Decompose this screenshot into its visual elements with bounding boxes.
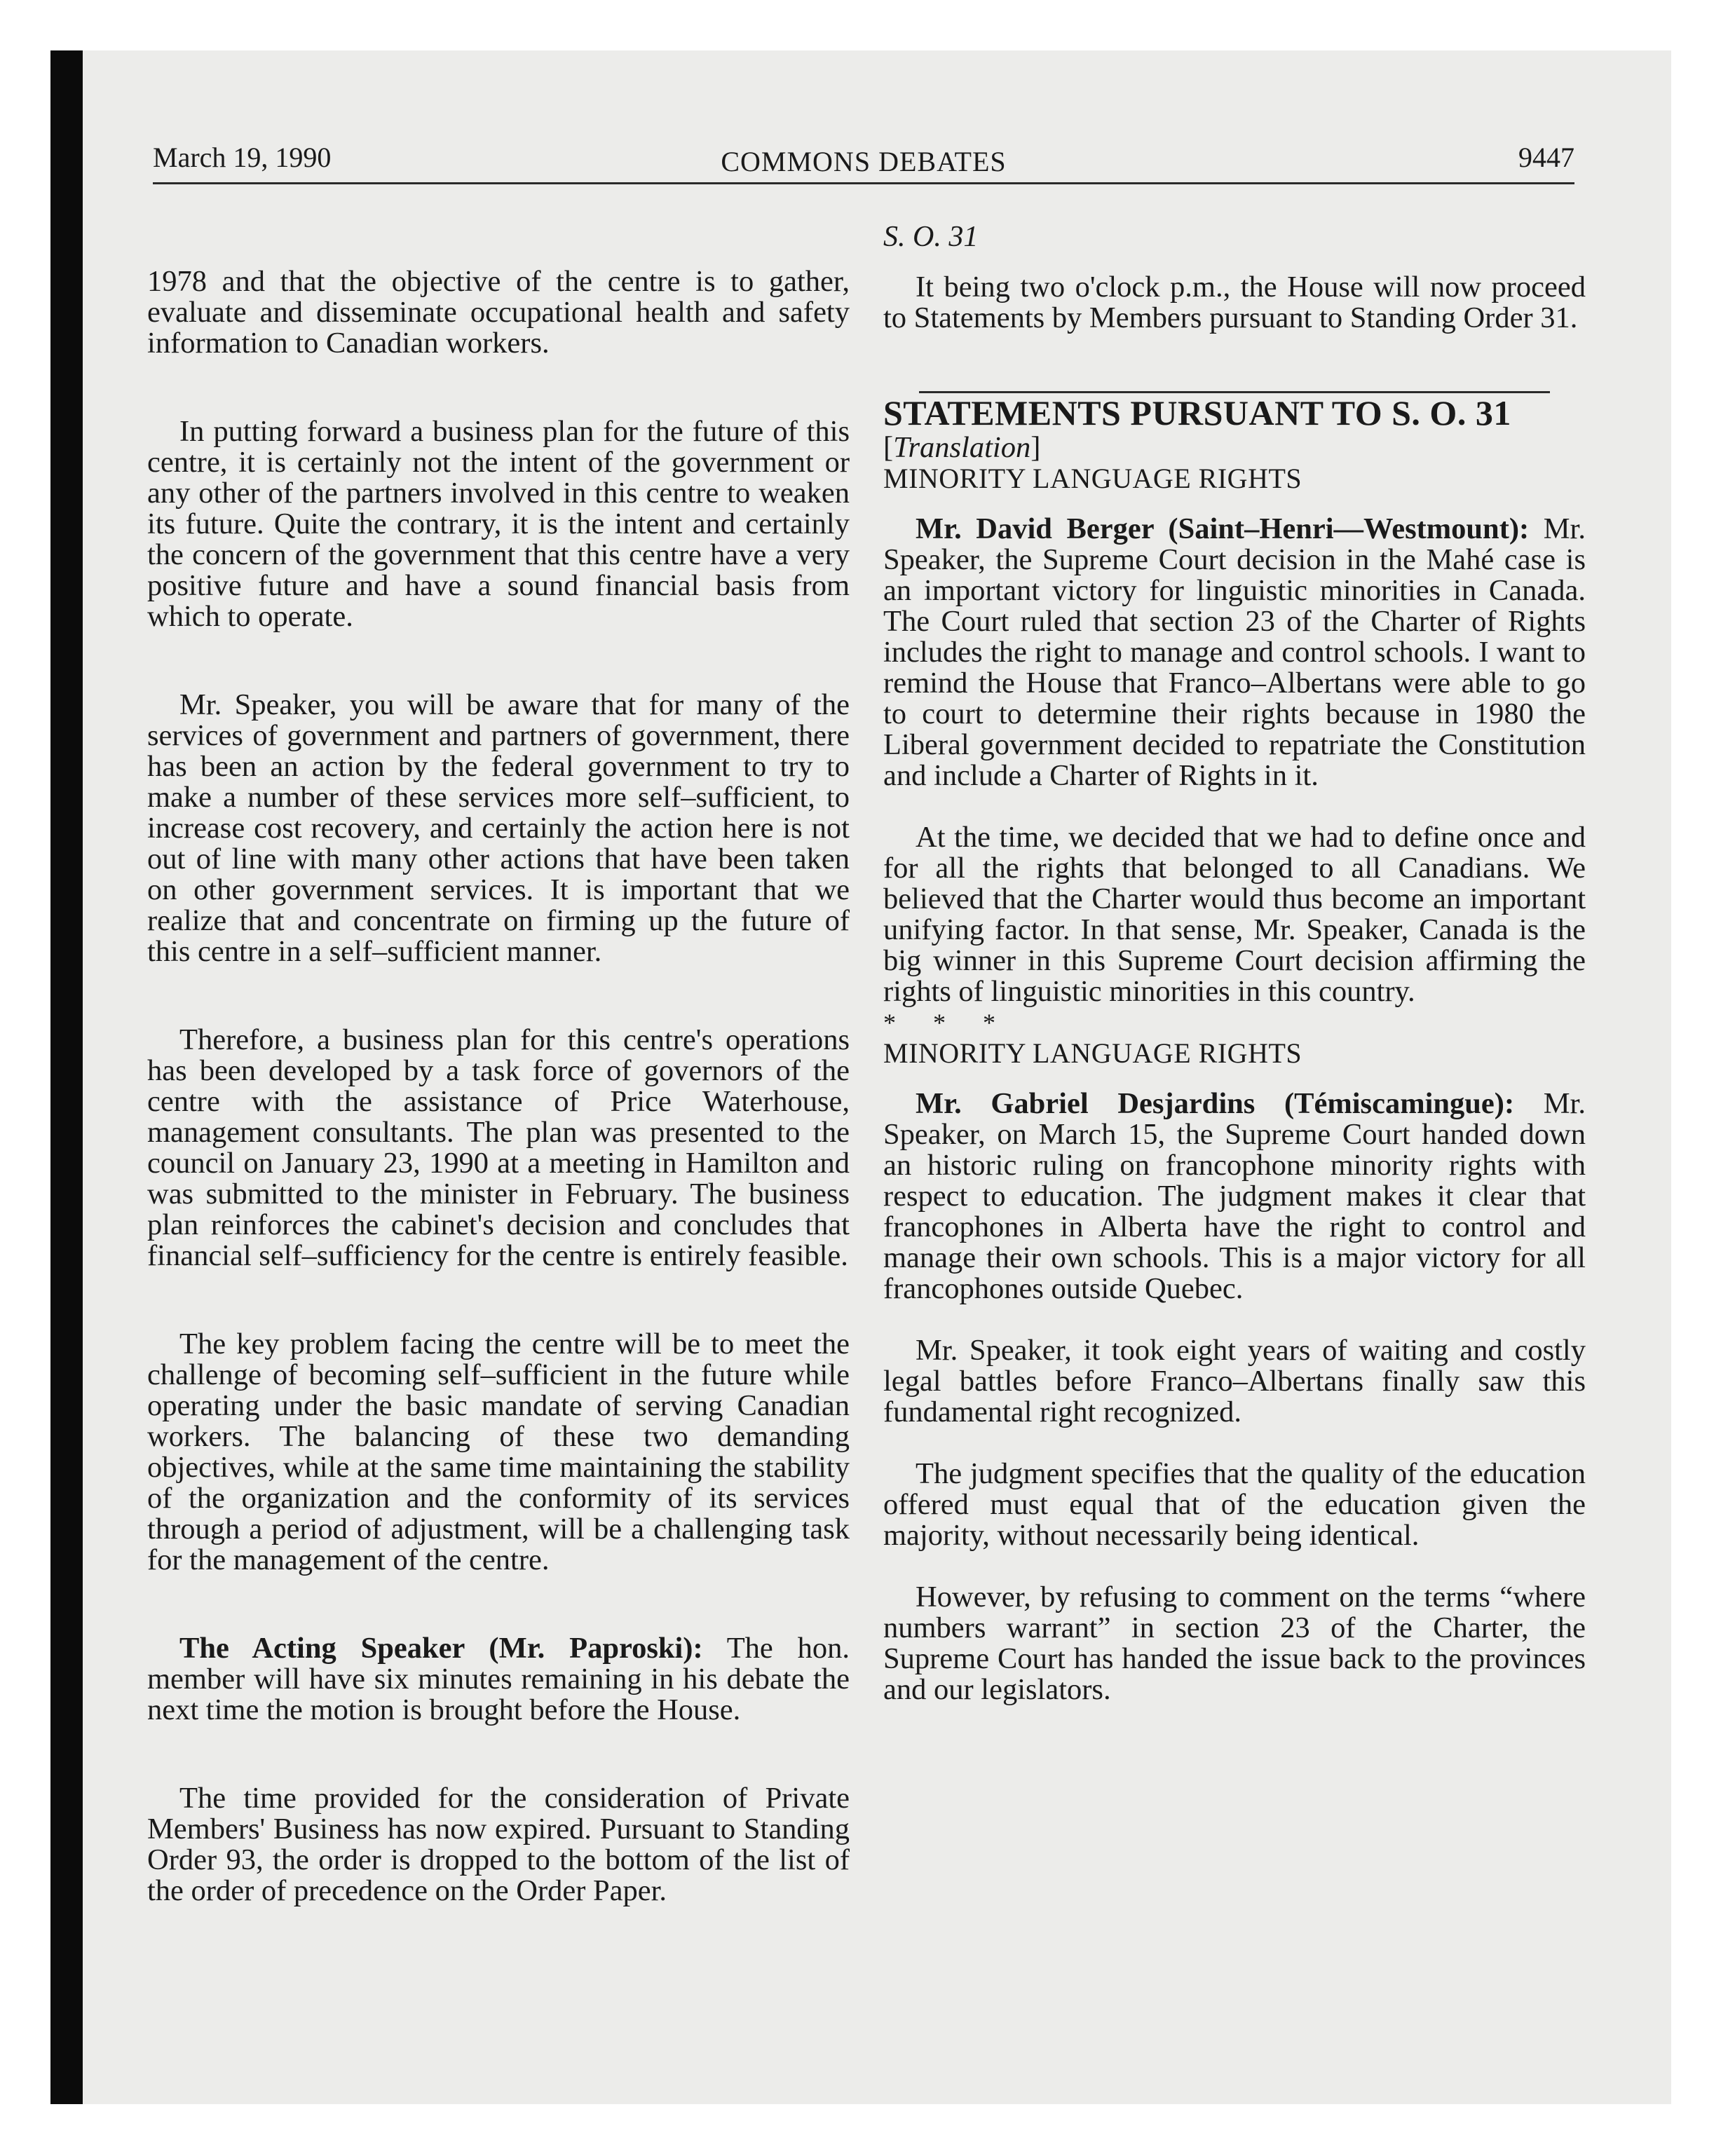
so-label: S. O. 31	[883, 221, 979, 253]
speech-text: The hon. member will have six minutes remaining in his debate the next time the motion is brought before the House.	[147, 1632, 850, 1726]
paragraph: The time provided for the consideration of Private Members' Business has now expired. Pursuant to Standing Order 93, the order is dropped to the bottom of the list of the order of precedence on the Order Paper.	[147, 1782, 850, 1907]
paragraph: Mr. Speaker, you will be aware that for many of the services of government and partners of government, there has been an action by the federal government to try to make a number of these services more self–sufficient, to increase cost recovery, and certainly the action here is not out of line with many other actions that have been taken on other government services. It is important that we realize that and concentrate on firming up the future of this centre in a self–sufficient manner.	[147, 688, 850, 968]
paragraph: Mr. Speaker, it took eight years of waiting and costly legal battles before Franco–Albertans finally saw this fundamental right recognized.	[883, 1334, 1586, 1428]
header-date: March 19, 1990	[153, 142, 332, 173]
speaker-paragraph	[883, 1089, 1586, 1304]
paragraph: In putting forward a business plan for the future of this centre, it is certainly not the intent of the government or any other of the partners involved in this centre to weaken its future. Quite the contrary, it is the intent and certainly the concern of the government that this centre have a very positive future and have a sound financial basis from which to operate.	[147, 415, 850, 633]
binding-edge	[50, 50, 83, 2104]
speech-text: Mr. Speaker, the Supreme Court decision in the Mahé case is an important victory for linguistic minorities in Canada. The Court ruled that section 23 of the Charter of Rights includes the right to manage and control schools. I want to remind the House that Franco–Albertans were able to go to court to determine their rights because in 1980 the Liberal government decided to repatriate the Constitution and include a Charter of Rights in it.	[883, 512, 1586, 792]
page-header	[153, 140, 1574, 184]
speaker-paragraph	[147, 1633, 850, 1726]
speaker-paragraph	[883, 514, 1586, 791]
paragraph: The key problem facing the centre will be to meet the challenge of becoming self–sufficient in the future while operating under the basic mandate of serving Canadian workers. The balancing of these two demanding objectives, while at the same time maintaining the stability of the organization and the conformity of its services through a period of adjustment, will be a challenging task for the management of the centre.	[147, 1328, 850, 1576]
paragraph: It being two o'clock p.m., the House will now proceed to Statements by Members pursuant to Standing Order 31.	[883, 271, 1586, 334]
translation-text: Translation	[893, 431, 1031, 464]
paragraph: At the time, we decided that we had to define once and for all the rights that belonged to all Canadians. We believed that the Charter would thus become an important unifying factor. In that sense, Mr. Speaker, Canada is the big winner in this Supreme Court decision affirming the rights of linguistic minorities in this country.	[883, 821, 1586, 1008]
left-column	[147, 266, 850, 1906]
paragraph: However, by refusing to comment on the terms “where numbers warrant” in section 23 of the Charter, the Supreme Court has handed the issue back to the provinces and our legislators.	[883, 1581, 1586, 1706]
speech-text: Mr. Speaker, on March 15, the Supreme Court handed down an historic ruling on francophone minority rights with respect to education. The judgment makes it clear that francophones in Alberta have the right to control and manage their own schools. This is a major victory for all francophones outside Quebec.	[883, 1087, 1586, 1305]
subheading: MINORITY LANGUAGE RIGHTS	[883, 1037, 1302, 1069]
subheading: MINORITY LANGUAGE RIGHTS	[883, 463, 1302, 494]
speaker-name: Mr. David Berger (Saint–Henri—Westmount):	[916, 512, 1530, 545]
section-separator: * * *	[883, 1009, 1011, 1037]
paragraph: Therefore, a business plan for this centre's operations has been developed by a task force of governors of the centre with the assistance of Price Waterhouse, management consultants. The plan was presented to the council on January 23, 1990 at a meeting in Hamilton and was submitted to the minister in February. The business plan reinforces the cabinet's decision and concludes that financial self–sufficiency for the centre is entirely feasible.	[147, 1023, 850, 1272]
translation-label: [Translation]	[883, 431, 1041, 464]
paragraph: The judgment specifies that the quality of the education offered must equal that of the education given the majority, without necessarily being identical.	[883, 1457, 1586, 1552]
right-column	[883, 221, 1586, 1706]
speaker-name: Mr. Gabriel Desjardins (Témiscamingue):	[916, 1087, 1515, 1120]
header-title: COMMONS DEBATES	[721, 146, 1007, 177]
paragraph: 1978 and that the objective of the centre is to gather, evaluate and disseminate occupational health and safety information to Canadian workers.	[147, 265, 850, 360]
header-page-number: 9447	[1518, 142, 1574, 173]
section-heading: STATEMENTS PURSUANT TO S. O. 31	[883, 393, 1511, 432]
speaker-name: The Acting Speaker (Mr. Paproski):	[179, 1632, 703, 1665]
